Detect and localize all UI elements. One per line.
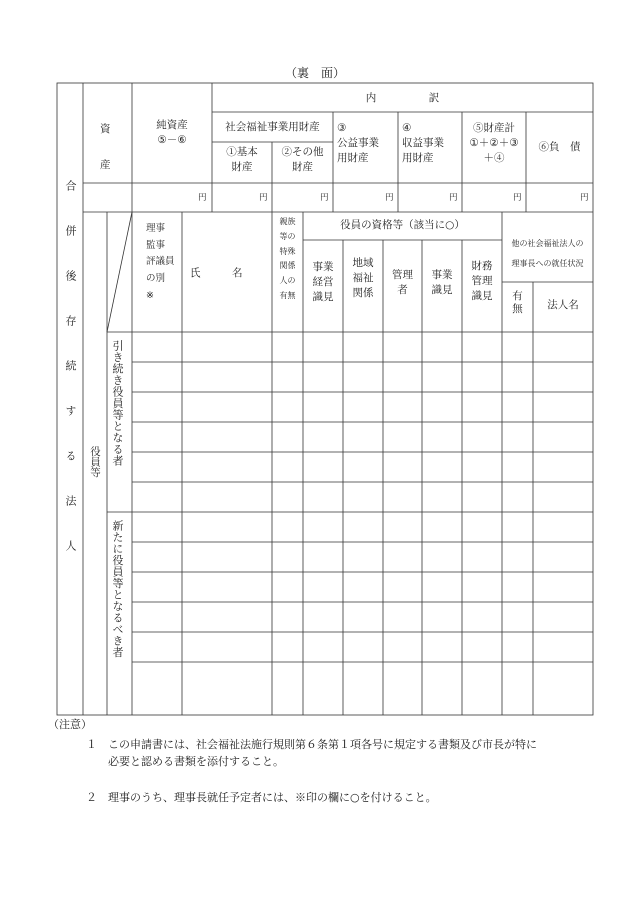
yen-unit: 円 <box>385 193 394 203</box>
note-1-line-1: １ この申請書には、社会福祉法施行規則第６条第１項各号に規定する書類及び市長が特に <box>86 737 537 751</box>
page-title: （裏 面） <box>284 66 345 80</box>
yen-unit: 円 <box>198 193 207 203</box>
yen-unit: 円 <box>259 193 268 203</box>
qualifications-header: 役員の資格等（該当に○） <box>340 219 465 231</box>
total-property-label: ⑤財産計 ①＋②＋③ ＋④ <box>469 122 519 165</box>
revenue-property-label: ④ 収益事業 用財産 <box>402 122 444 165</box>
qual-finance: 財務 管理 識見 <box>471 260 493 303</box>
other-property-label: ②その他 財産 <box>281 146 324 174</box>
liabilities-label: ⑥負 債 <box>538 141 581 153</box>
yen-unit: 円 <box>513 193 522 203</box>
name-header: 氏 名 <box>190 267 243 279</box>
relatives-label: 親族 等の 特殊 関係 人の 有無 <box>279 217 296 300</box>
yen-unit: 円 <box>320 193 329 203</box>
notes-heading: （注意） <box>48 718 92 731</box>
continuing-officers-label: 引き続き役員等となる者 <box>111 340 124 467</box>
net-assets-label: 純資産 ⑤－⑥ <box>156 119 188 147</box>
basic-property-label: ①基本 財産 <box>226 146 258 174</box>
qual-business: 事業 識見 <box>431 269 453 297</box>
notes-section <box>48 716 537 806</box>
side-label: 合併後存続する法人 <box>64 180 77 585</box>
presence-header: 有 無 <box>512 290 523 316</box>
yen-unit: 円 <box>580 193 589 203</box>
officer-role-label: 理事 監事 評議員 の別 ※ <box>146 223 175 301</box>
note-2: ２ 理事のうち、理事長就任予定者には、※印の欄に○を付けること。 <box>86 790 437 804</box>
corp-name-header: 法人名 <box>547 299 579 311</box>
qual-business-mgmt: 事業 経営 識見 <box>312 261 334 304</box>
yen-unit: 円 <box>449 193 458 203</box>
other-corp-header: 他の社会福祉法人の 理事長への就任状況 <box>511 239 584 268</box>
assets-label-bottom: 産 <box>100 159 111 171</box>
new-officers-label: 新たに役員等となるべき者 <box>111 520 124 658</box>
breakdown-label: 内 訳 <box>365 92 440 104</box>
officers-group-label: 役員等 <box>89 446 101 478</box>
qual-regional: 地域 福祉 関係 <box>352 257 374 300</box>
assets-label-top: 資 <box>100 123 111 135</box>
social-welfare-label: 社会福祉事業用財産 <box>225 121 320 133</box>
note-1-line-2: 必要と認める書類を添付すること。 <box>86 755 284 769</box>
qual-manager: 管理 者 <box>392 269 413 297</box>
public-property-label: ③ 公益事業 用財産 <box>337 122 379 165</box>
